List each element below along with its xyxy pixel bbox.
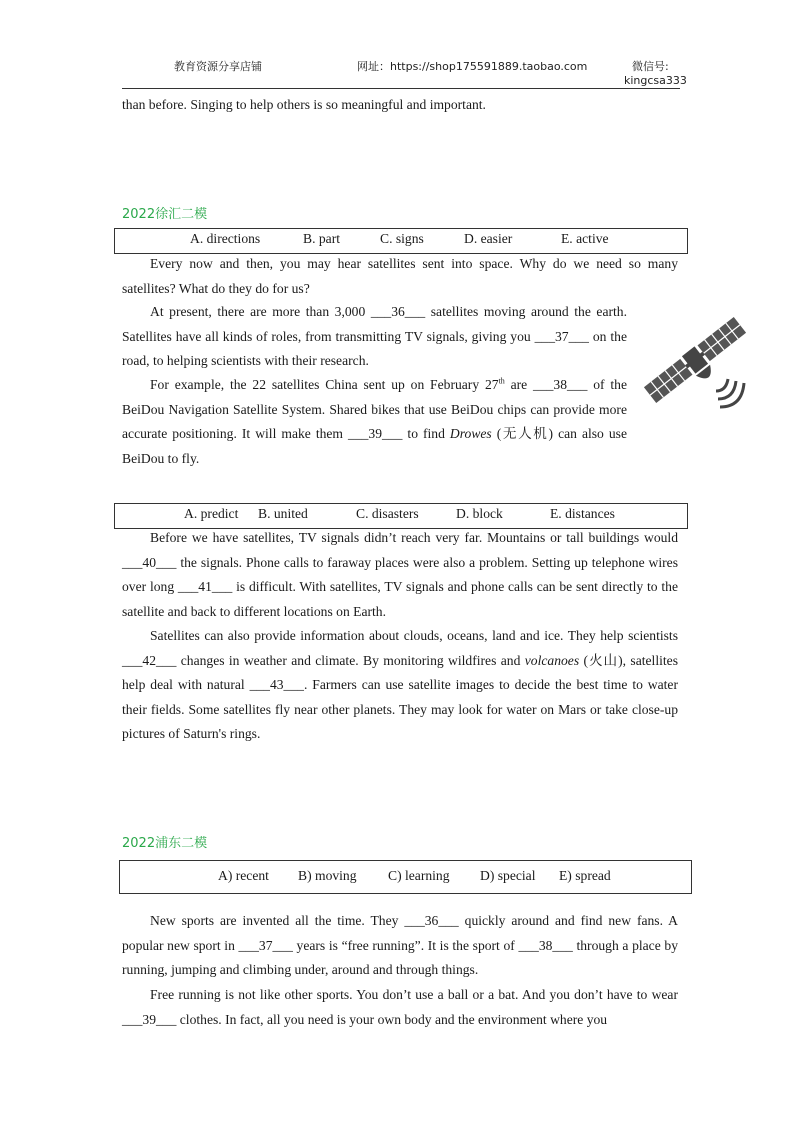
word-bank-box bbox=[114, 228, 688, 254]
header-shop-name: 教育资源分享店铺 bbox=[174, 60, 262, 73]
paragraph bbox=[122, 624, 678, 747]
paragraph: Every now and then, you may hear satellites sent into space. Why do we need so many satellites? What do they do for us? bbox=[122, 256, 678, 296]
word-option: E. active bbox=[561, 231, 609, 246]
continued-text: than before. Singing to help others is so meaningful and important. bbox=[122, 97, 486, 112]
word-option: B. united bbox=[258, 506, 308, 521]
word-option: E. distances bbox=[550, 506, 615, 521]
italic-term: volcanoes bbox=[524, 652, 580, 668]
satellite-icon bbox=[640, 305, 750, 415]
paragraph: Before we have satellites, TV signals didn’t reach very far. Mountains or tall buildings would ___40___ the signals. Phone calls to faraway places were also a problem. Setting up telephone wires over long ___41___ is difficult. With satellites, TV signals and phone calls can be sent directly to the satellite and back to different locations on Earth. bbox=[122, 530, 678, 619]
word-option: C) learning bbox=[388, 868, 450, 883]
word-option: A. predict bbox=[184, 506, 239, 521]
word-option: B. part bbox=[303, 231, 340, 246]
paragraph bbox=[122, 373, 627, 471]
word-option: A. directions bbox=[190, 231, 261, 246]
word-option: C. disasters bbox=[356, 506, 419, 521]
paragraph-text: For example, the 22 satellites China sent up on February 27 bbox=[150, 377, 499, 392]
paragraph: Free running is not like other sports. You don’t use a ball or a bat. And you don’t have to wear ___39___ clothes. In fact, all you need is your own body and the environment where you bbox=[122, 987, 678, 1027]
word-option: A) recent bbox=[218, 868, 269, 883]
paragraph-text: (无人机) can also use BeiDou to fly. bbox=[122, 426, 627, 466]
word-option: B) moving bbox=[298, 868, 357, 883]
word-option: D. easier bbox=[464, 231, 513, 246]
word-option: D) special bbox=[480, 868, 536, 883]
superscript: th bbox=[498, 376, 505, 386]
word-bank-box bbox=[119, 860, 692, 894]
section-title: 2022徐汇二模 bbox=[122, 207, 208, 222]
paragraph-text: are ___38___ of the BeiDou Navigation Satellite System. Shared bikes that use BeiDou chips can provide more accurate positioning. It will make them ___39___ to find bbox=[122, 377, 627, 441]
paragraph: At present, there are more than 3,000 ___36___ satellites moving around the earth. Satellites have all kinds of roles, from transmitting TV signals, giving you ___37___ on the road, to helping scientists with their research. bbox=[122, 304, 627, 368]
header-url: 网址：https://shop175591889.taobao.com bbox=[357, 60, 588, 73]
italic-term: Drowes bbox=[449, 426, 492, 441]
paragraph-text: Satellites can also provide information about clouds, oceans, land and ice. They help scientists ___42___ changes in weather and climate. By monitoring wildfires and bbox=[122, 628, 678, 668]
paragraph-text: (火山), satellites help deal with natural ___43___. Farmers can use satellite images to decide the best time to water their fields. Some satellites fly near other planets. They may look for water on Mars or take close-up pictures of Saturn's rings. bbox=[122, 652, 678, 741]
word-option: E) spread bbox=[559, 868, 611, 883]
header-wechat-id: kingcsa333 bbox=[624, 74, 687, 87]
header-divider bbox=[122, 88, 680, 89]
paragraph: New sports are invented all the time. They ___36___ quickly around and find new fans. A popular new sport in ___37___ years is “free running”. It is the sport of ___38___ through a place by running, jumping and climbing under, around and through things. bbox=[122, 913, 678, 977]
header-wechat-label: 微信号: bbox=[632, 60, 669, 73]
section-title: 2022浦东二模 bbox=[122, 836, 208, 851]
word-option: C. signs bbox=[380, 231, 424, 246]
word-option: D. block bbox=[456, 506, 503, 521]
